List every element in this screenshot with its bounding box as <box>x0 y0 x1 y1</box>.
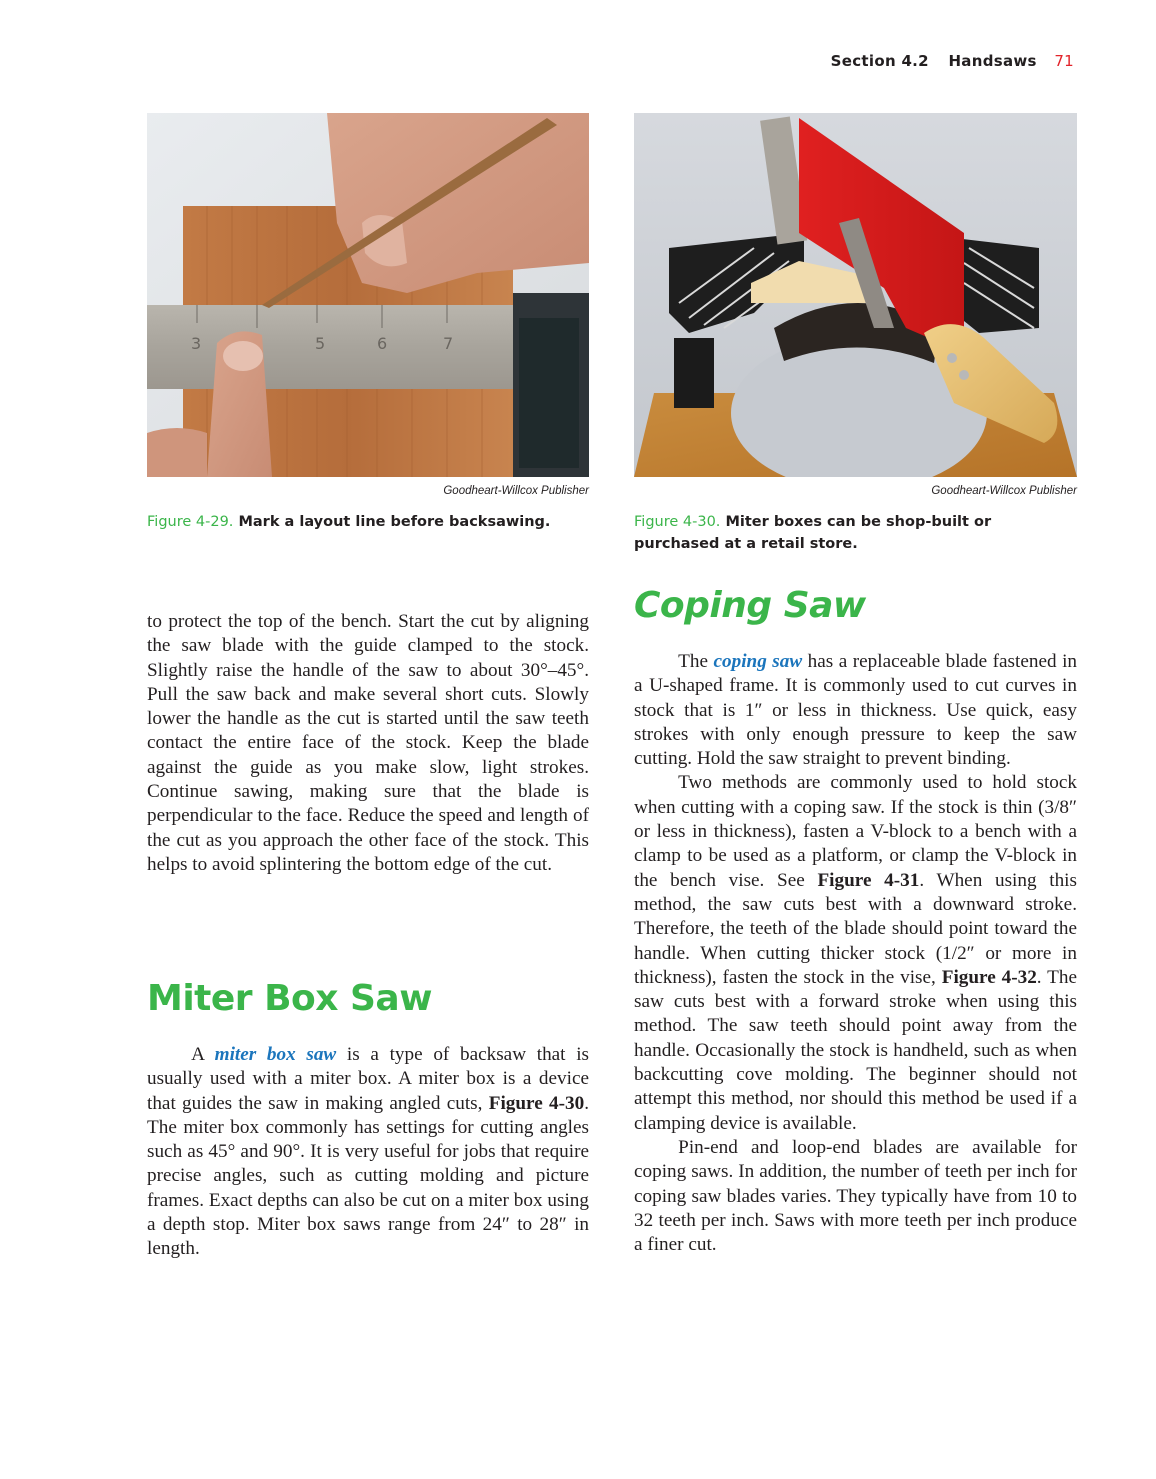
figure-caption-text: Miter boxes can be shop-built or purchased at a retail store. <box>634 514 992 552</box>
text-run: has a replaceable blade fastened in a U-shaped frame. It is commonly used to cut curves in stock that is 1″ or less in thickness. Use quick, easy strokes with only enough pressure to keep the saw cutting. Hold the saw straight to prevent binding. <box>634 651 1077 770</box>
figure-4-30 <box>634 113 1077 555</box>
text-run: The <box>678 651 714 672</box>
continuation-paragraph: to protect the top of the bench. Start the cut by aligning the saw blade with the guide clamped to the stock. Slightly raise the handle of the saw to about 30°–45°. Pull the saw back and make several short cuts. Slowly lower the handle as the cut is started until the saw teeth contact the entire face of the stock. Keep the blade against the guide as you make slow, light strokes. Continue sawing, making sure that the blade is perpendicular to the face. Reduce the speed and length of the cut as you approach the other face of the stock. This helps to avoid splintering the bottom edge of the cut. <box>147 611 589 875</box>
miter-box-saw-section <box>147 1043 589 1262</box>
svg-text:6: 6 <box>377 334 388 353</box>
text-run: . When using this method, the saw cuts best with a downward stroke. Therefore, the teeth of the blade should point toward the handle. When cutting thicker stock (1/2″ or more in thickness), fasten the stock in the vise, <box>634 869 1077 988</box>
svg-text:5: 5 <box>315 334 326 353</box>
coping-saw-paragraph-3: Pin-end and loop-end blades are available for coping saws. In addition, the number of teeth per inch for coping saw blades varies. They typically have from 10 to 32 teeth per inch. Saws with more teeth per inch produce a finer cut. <box>634 1136 1077 1256</box>
figure-4-29-photo <box>147 113 589 477</box>
svg-text:3: 3 <box>191 334 202 353</box>
page-number: 71 <box>1054 52 1074 70</box>
running-head <box>831 52 1074 70</box>
right-column <box>634 650 1077 1257</box>
figure-caption-text: Mark a layout line before backsawing. <box>238 514 551 530</box>
heading-miter-box-saw: Miter Box Saw <box>147 978 432 1019</box>
figure-credit: Goodheart-Willcox Publisher <box>443 485 589 497</box>
figure-4-29 <box>147 113 589 533</box>
coping-saw-paragraph-1 <box>634 650 1077 771</box>
figure-4-30-photo <box>634 113 1077 477</box>
text-run: A <box>191 1044 215 1065</box>
figure-caption <box>634 511 1077 555</box>
key-term-coping-saw: coping saw <box>713 651 803 672</box>
text-run: . The miter box commonly has settings for cutting angles such as 45° and 90°. It is very useful for jobs that require precise angles, such as cutting molding and picture frames. Exact depths can also be cut on a miter box using a depth stop. Miter box saws range from 24″ to 28″ in length. <box>147 1092 589 1260</box>
miter-box-saw-paragraph <box>147 1043 589 1262</box>
section-number: Section 4.2 <box>830 52 929 70</box>
figure-credit: Goodheart-Willcox Publisher <box>931 485 1077 497</box>
text-run: Two methods are commonly used to hold stock when cutting with a coping saw. If the stock is thin (3/8″ or less in thickness), fasten a V-block to a bench with a clamp to be used as a platform, or clamp the V-block in the bench vise. See <box>634 772 1077 891</box>
figure-number: Figure 4-29. <box>147 514 234 530</box>
svg-text:7: 7 <box>443 334 454 353</box>
text-run: is a type of backsaw that is usually used with a miter box. A miter box is a device that guides the saw in making angled cuts, <box>147 1044 589 1114</box>
figure-reference: Figure 4-31 <box>817 869 920 891</box>
key-term-miter-box-saw: miter box saw <box>214 1044 337 1065</box>
figure-number: Figure 4-30. <box>634 514 721 530</box>
figure-reference: Figure 4-30 <box>488 1092 585 1114</box>
left-column <box>147 610 589 877</box>
figure-reference: Figure 4-32 <box>941 966 1037 988</box>
coping-saw-paragraph-2 <box>634 771 1077 1135</box>
figure-caption <box>147 511 589 533</box>
section-title: Handsaws <box>948 52 1037 70</box>
text-run: . The saw cuts best with a forward stroke when using this method. The saw teeth should point away from the handle. Occasionally the stock is handheld, such as when backcutting cove molding. The beginner should not attempt this method, nor should this method be used if a clamping device is available. <box>634 966 1077 1134</box>
heading-coping-saw: Coping Saw <box>634 585 866 626</box>
